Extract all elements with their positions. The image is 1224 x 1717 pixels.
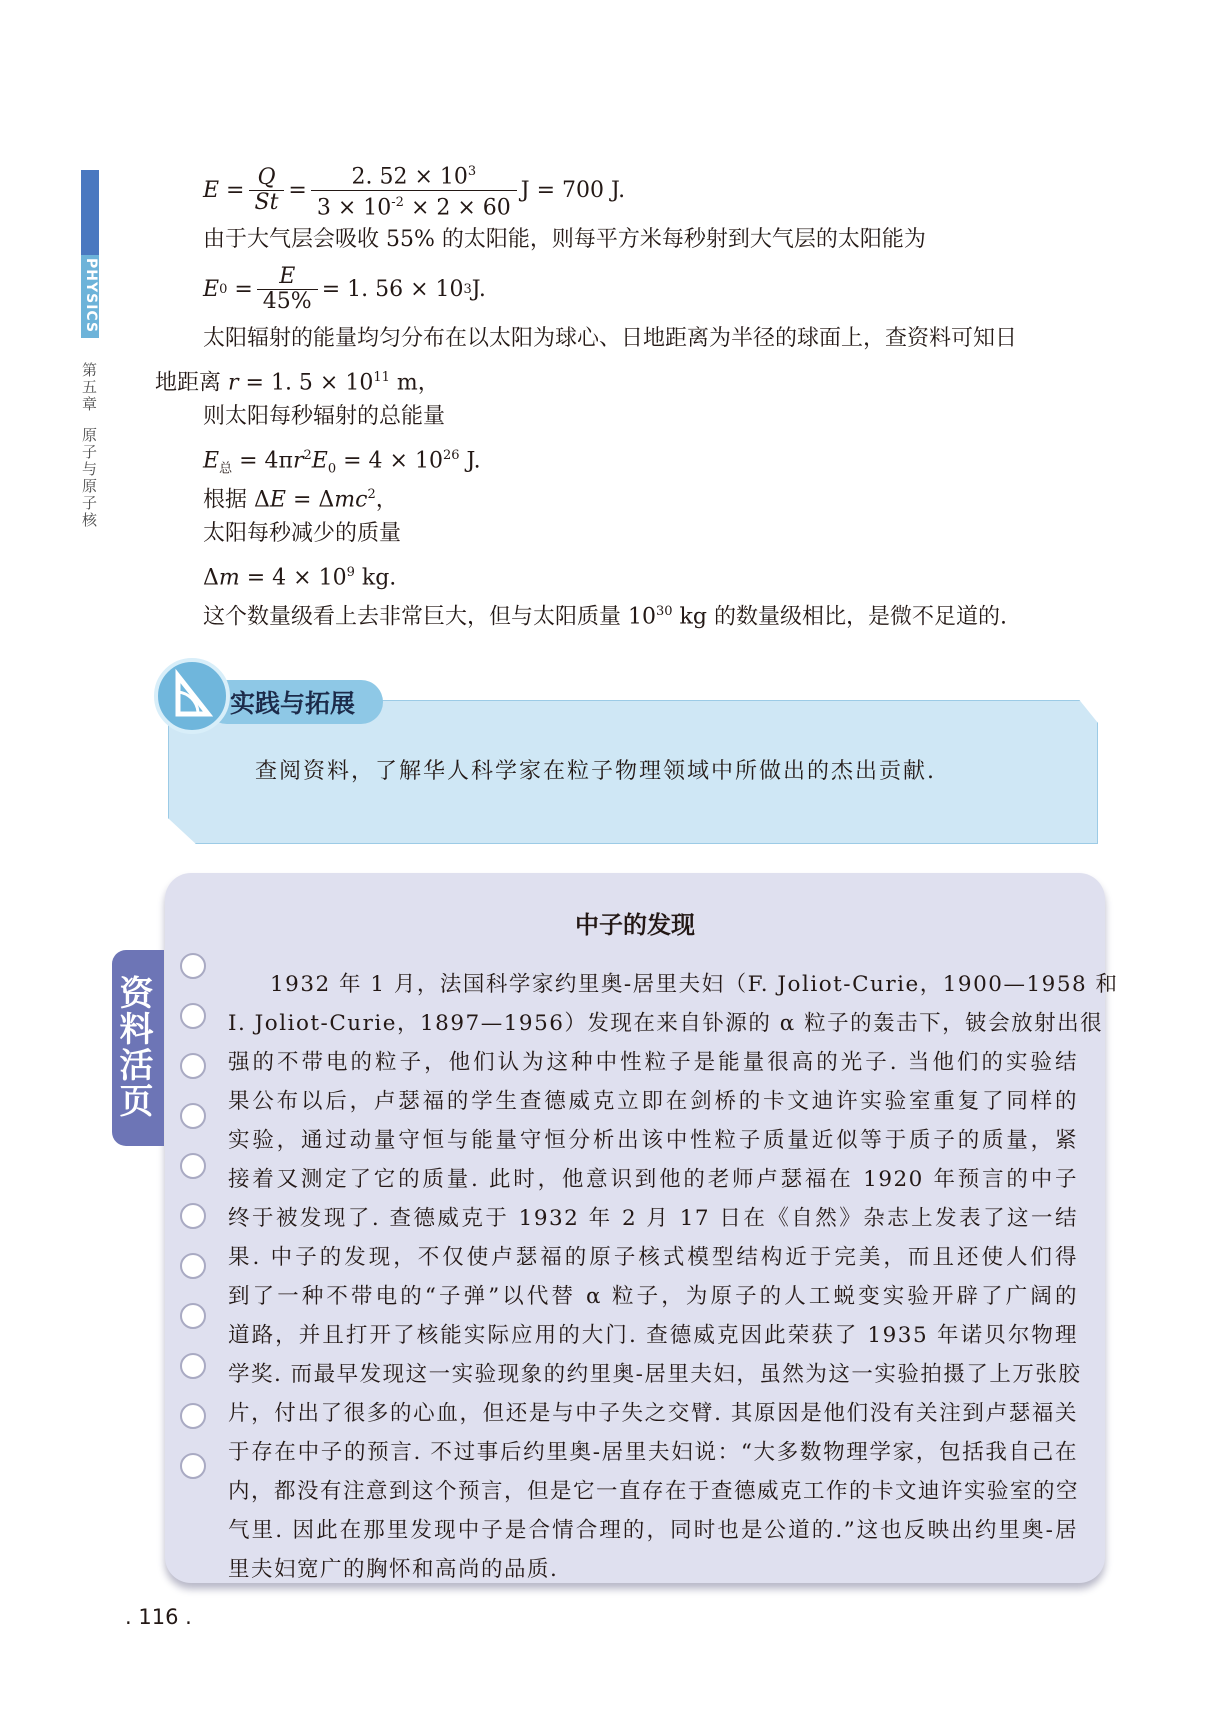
info-line: 学奖. 而最早发现这一实验现象的约里奥-居里夫妇，虽然为这一实验拍摄了上万张胶 [228,1362,1082,1387]
frac-den: $3 \times 10^{-2} \times 2 \times 60$ [316,194,511,220]
info-title: 中子的发现 [575,910,695,939]
equation-e0: E 0 = $\frac{E}{45\%}$ = 1. 56 × 10 3 J. [203,263,486,314]
equation-total-energy: $E_总 = 4\pi r^2E_0 = 4 \times 10^{26}$ J. [203,448,481,477]
binder-ring-icon [180,1253,206,1279]
body-text [155,160,1105,631]
binder-ring-icon [180,1203,206,1229]
paragraph-continued: 地距离 r = 1. $5 \times 10^{11}$ m， [155,370,440,396]
fraction-q-st [249,166,285,215]
binder-ring-icon [180,1053,206,1079]
equation-energy: E = $\frac{Q}{St}$ = $\frac{2. 52 \times 10^3}{3 \times 10^{-2} \times 2 \times 60}$ J = 700 J. [155,160,1105,220]
info-line: 接着又测定了它的质量. 此时，他意识到他的老师卢瑟福在 1920 年预言的中子 [228,1167,1078,1192]
info-line: 道路，并且打开了核能实际应用的大门. 查德威克因此荣获了 1935 年诺贝尔物理 [228,1323,1078,1348]
chapter-number: 第五章 [80,362,98,413]
info-line: 片，付出了很多的心血，但还是与中子失之交臂. 其原因是他们没有关注到卢瑟福关 [228,1401,1078,1426]
info-line: 实验，通过动量守恒与能量守恒分析出该中性粒子质量近似等于质子的质量，紧 [228,1128,1078,1153]
paragraph: 太阳每秒减少的质量 [203,521,402,546]
binder-ring-icon [180,1303,206,1329]
info-tab-label: 资料活页 [113,975,153,1119]
info-line: 1932 年 1 月，法国科学家约里奥-居里夫妇（F. Joliot-Curie，1900—1958 和 [270,972,1119,997]
side-chapter-label [82,362,100,529]
paragraph: 太阳辐射的能量均匀分布在以太阳为球心、日地距离为半径的球面上，查资料可知日 [203,326,1018,351]
paragraph: 则太阳每秒辐射的总能量 [203,404,446,429]
paragraph: 由于大气层会吸收 55% 的太阳能，则每平方米每秒射到大气层的太阳能为 [203,227,926,252]
frac-num: Q [249,166,285,191]
fraction-e-45: $\frac{E}{45\%}$ [257,265,318,314]
paragraph-conclusion: 这个数量级看上去非常巨大，但与太阳质量 $10^{30}$ kg 的数量级相比，是微不足道的. [203,604,1007,630]
info-line: I. Joliot-Curie，1897—1956）发现在来自钋源的 α 粒子的轰击下，铍会放射出很 [228,1011,1104,1036]
binder-ring-icon [180,1453,206,1479]
frac-den: St [254,189,279,215]
binder-ring-icon [180,1103,206,1129]
info-line: 内，都没有注意到这个预言，但是它一直存在于查德威克工作的卡文迪许实验室的空 [228,1479,1080,1504]
info-line: 果公布以后，卢瑟福的学生查德威克立即在剑桥的卡文迪许实验室重复了同样的 [228,1089,1078,1114]
equation-mass-energy: 根据 ΔE = Δmc$^2$， [203,487,398,513]
chapter-title: 原子与原子核 [80,427,98,529]
info-line: 果. 中子的发现，不仅使卢瑟福的原子核式模型结构近于完美，而且还使人们得 [228,1245,1078,1270]
binder-ring-icon [180,1153,206,1179]
info-line: 于存在中子的预言. 不过事后约里奥-居里夫妇说：“大多数物理学家，包括我自己在 [228,1440,1078,1465]
frac-num: 2. $52 \times 10^3$ [311,160,517,190]
info-line: 到了一种不带电的“子弹”以代替 α 粒子，为原子的人工蜕变实验开辟了广阔的 [228,1284,1078,1309]
side-subject-label: PHYSICS [83,258,99,334]
binder-ring-icon [180,1353,206,1379]
binder-ring-icon [180,953,206,979]
eq-result: J = 700 J. [520,177,626,203]
practice-text: 查阅资料，了解华人科学家在粒子物理领域中所做出的杰出贡献. [255,759,936,784]
binder-ring-icon [180,1003,206,1029]
info-line: 强的不带电的粒子，他们认为这种中性粒子是能量很高的光子. 当他们的实验结 [228,1050,1078,1075]
page-number: . 116 . [125,1605,192,1629]
info-line: 里夫妇宽广的胸怀和高尚的品质. [228,1557,559,1582]
ruler-triangle-icon [154,658,230,734]
info-text [228,966,1119,1590]
fraction-values [311,160,517,220]
binder-ring-icon [180,1403,206,1429]
info-line: 气里. 因此在那里发现中子是合情合理的，同时也是公道的.”这也反映出约里奥-居 [228,1518,1078,1543]
practice-title: 实践与拓展 [230,689,356,718]
equation-mass-loss: $\Delta m = 4 \times 10^9$ kg. [203,565,397,591]
eq-var: E [203,177,220,203]
info-line: 终于被发现了. 查德威克于 1932 年 2 月 17 日在《自然》杂志上发表了这一结 [228,1206,1078,1231]
